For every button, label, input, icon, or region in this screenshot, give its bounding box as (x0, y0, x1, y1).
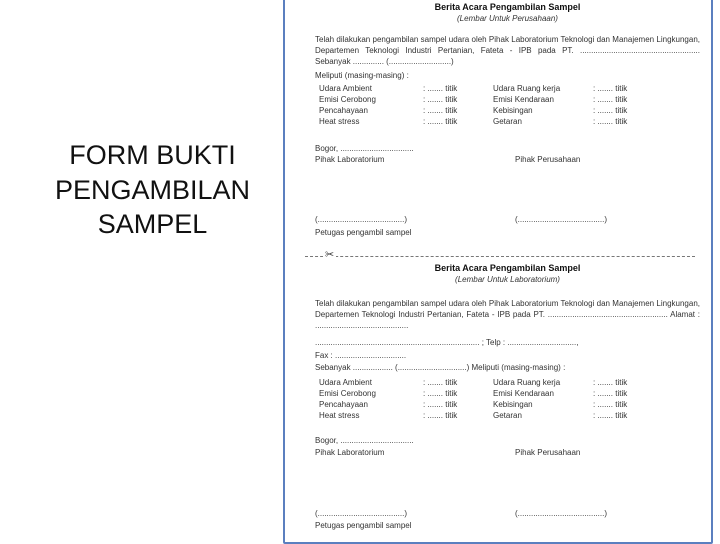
param-name: Getaran (493, 117, 522, 126)
param-name: Pencahayaan (319, 400, 368, 409)
table-row (315, 399, 631, 410)
param-value: : ....... titik (593, 95, 628, 104)
param-name: Udara Ambient (319, 378, 372, 387)
count-line: Sebanyak .................. (...............................) Meliputi (masing-masing) : (315, 363, 566, 372)
param-name: Udara Ambient (319, 84, 372, 93)
place-date: Bogor, ................................. (315, 144, 414, 153)
param-value: : ....... titik (593, 400, 628, 409)
table-row (315, 116, 631, 127)
cut-line (305, 256, 695, 257)
param-value: : ....... titik (423, 84, 458, 93)
param-name: Udara Ruang kerja (493, 84, 561, 93)
param-value: : ....... titik (423, 378, 458, 387)
form-title: Berita Acara Pengambilan Sampel (434, 2, 581, 12)
param-value: : ....... titik (423, 106, 458, 115)
table-row (315, 388, 631, 399)
form-document-image (283, 0, 713, 544)
table-row (315, 105, 631, 116)
signature-left: (.......................................) (315, 509, 408, 518)
param-value: : ....... titik (593, 84, 628, 93)
form-copy-company (315, 2, 700, 24)
param-name: Heat stress (319, 411, 360, 420)
param-value: : ....... titik (593, 117, 628, 126)
param-name: Kebisingan (493, 400, 533, 409)
table-row (315, 94, 631, 105)
param-value: : ....... titik (423, 95, 458, 104)
param-value: : ....... titik (423, 117, 458, 126)
params-table (315, 377, 631, 421)
officer-label: Petugas pengambil sampel (315, 521, 412, 530)
params-table-wrap (285, 375, 631, 421)
form-subtitle: (Lembar Untuk Laboratorium) (455, 275, 560, 284)
param-name: Pencahayaan (319, 106, 368, 115)
params-intro: Meliputi (masing-masing) : (315, 71, 409, 80)
form-paragraph: Telah dilakukan pengambilan sampel udara oleh Pihak Laboratorium Teknologi dan Manajemen Lingkungan, Departemen Teknologi Industri Pertanian, Fateta - IPB pada PT. ...................................................... Alamat : .......................................... (315, 299, 700, 330)
param-value: : ....... titik (593, 378, 628, 387)
table-row (315, 377, 631, 388)
table-row (315, 410, 631, 421)
form-title: Berita Acara Pengambilan Sampel (434, 263, 581, 273)
param-name: Getaran (493, 411, 522, 420)
param-name: Kebisingan (493, 106, 533, 115)
company-label: Pihak Perusahaan (515, 155, 581, 164)
param-name: Emisi Kendaraan (493, 389, 554, 398)
slide-title (40, 138, 265, 242)
param-value: : ....... titik (593, 411, 628, 420)
table-row (315, 83, 631, 94)
lab-label: Pihak Laboratorium (315, 448, 385, 457)
company-label: Pihak Perusahaan (515, 448, 581, 457)
param-value: : ....... titik (423, 411, 458, 420)
param-name: Heat stress (319, 117, 360, 126)
form-subtitle: (Lembar Untuk Perusahaan) (457, 14, 558, 23)
param-value: : ....... titik (423, 389, 458, 398)
scissors-icon: ✂ (325, 249, 335, 261)
param-value: : ....... titik (593, 106, 628, 115)
form-copy-lab (315, 263, 700, 285)
signature-left: (.......................................) (315, 215, 408, 224)
signature-right: (.......................................) (515, 509, 608, 518)
signature-right: (.......................................) (515, 215, 608, 224)
title-line-1: FORM BUKTI (69, 140, 236, 170)
param-value: : ....... titik (593, 389, 628, 398)
place-date: Bogor, ................................. (315, 436, 414, 445)
lab-label: Pihak Laboratorium (315, 155, 385, 164)
param-name: Emisi Kendaraan (493, 95, 554, 104)
param-name: Udara Ruang kerja (493, 378, 561, 387)
params-table-wrap (285, 81, 631, 127)
title-line-3: SAMPEL (97, 209, 208, 240)
form-paragraph: Telah dilakukan pengambilan sampel udara oleh Pihak Laboratorium Teknologi dan Manajemen Lingkungan, Departemen Teknologi Industri Pertanian, Fateta - IPB pada PT. ...................................................... Sebanyak .............. (............................) (315, 35, 700, 66)
contact-line: .......................................................................... ; Telp : ..............................., (315, 338, 579, 347)
param-value: : ....... titik (423, 400, 458, 409)
param-name: Emisi Cerobong (319, 95, 376, 104)
officer-label: Petugas pengambil sampel (315, 228, 412, 237)
fax-line: Fax : ................................ (315, 351, 407, 360)
params-table (315, 83, 631, 127)
param-name: Emisi Cerobong (319, 389, 376, 398)
title-line-2: PENGAMBILAN (54, 174, 251, 205)
